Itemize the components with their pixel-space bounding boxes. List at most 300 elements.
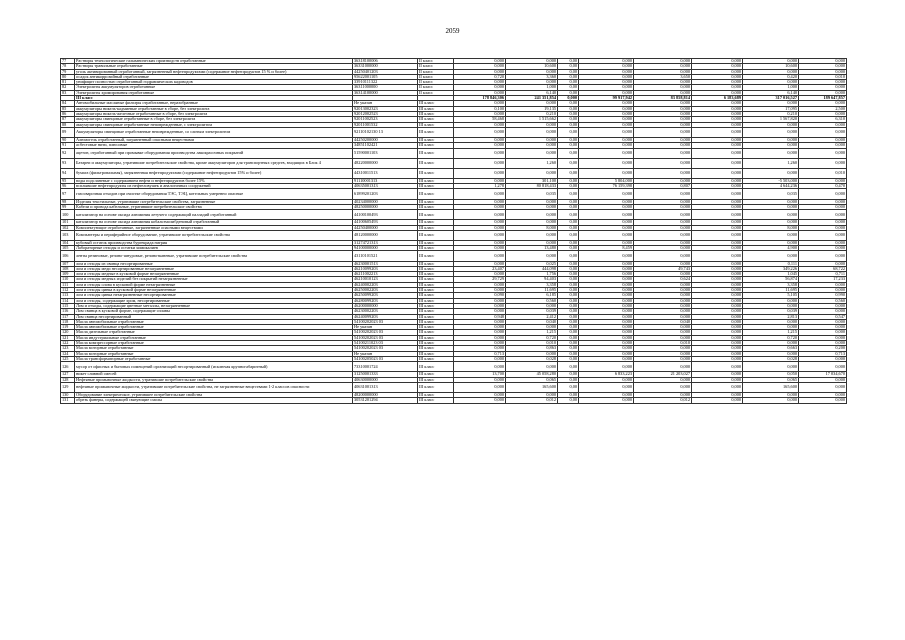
value-cell-7: 2,813 <box>743 314 799 319</box>
row-number: 121 <box>61 335 75 340</box>
row-number: 117 <box>61 314 75 319</box>
value-cell-4: 0,000 <box>579 143 634 148</box>
row-number: 129 <box>61 382 75 392</box>
value-cell-4: 0,000 <box>579 117 634 122</box>
value-cell-3: 0,00 <box>558 74 579 79</box>
table-row <box>61 210 847 220</box>
waste-name: аккумуляторы свинцовые отработанные в сборе, без электролита <box>75 117 353 122</box>
value-cell-8: 0,000 <box>799 377 847 382</box>
hazard-class: II класс <box>418 90 454 95</box>
value-cell-1: 0,000 <box>454 362 506 372</box>
value-cell-6: 0,000 <box>692 298 743 303</box>
value-cell-8: 0,000 <box>799 148 847 158</box>
value-cell-5: 21 203,027 <box>634 372 692 377</box>
value-cell-8: 0,000 <box>799 246 847 251</box>
waste-name: Масла индустриальные отработанные <box>75 335 353 340</box>
value-cell-6: 0,000 <box>692 85 743 90</box>
value-cell-2: 0,210 <box>506 111 558 116</box>
value-cell-2: 0,000 <box>506 204 558 209</box>
value-cell-6: 0,000 <box>692 143 743 148</box>
table-row <box>61 382 847 392</box>
waste-code: 44310011513 <box>353 168 418 178</box>
hazard-class: III класс <box>418 293 454 298</box>
value-cell-4: 0,000 <box>579 122 634 127</box>
value-cell-1: 0,000 <box>454 85 506 90</box>
value-cell-1: 0,000 <box>454 251 506 261</box>
value-cell-3: 0,00 <box>558 277 579 282</box>
value-cell-7: 0,000 <box>743 59 799 64</box>
value-cell-5: 0,624 <box>634 277 692 282</box>
row-number: 105 <box>61 246 75 251</box>
value-cell-3: 0,00 <box>558 372 579 377</box>
waste-name: Масла компрессорные отработанные <box>75 341 353 346</box>
value-cell-6: 0,000 <box>692 293 743 298</box>
hazard-class: III класс <box>418 143 454 148</box>
waste-code: 73310001724 <box>353 362 418 372</box>
waste-code: 91110001313 <box>353 178 418 183</box>
value-cell-6: 0,000 <box>692 90 743 95</box>
value-cell-5: 0,000 <box>634 225 692 230</box>
hazard-class: III класс <box>418 106 454 111</box>
value-cell-7: 0,000 <box>743 101 799 106</box>
value-cell-4: 0,000 <box>579 319 634 324</box>
value-cell-4: 0,000 <box>579 266 634 271</box>
value-cell-4: 0,000 <box>579 351 634 356</box>
value-cell-7: 1,000 <box>743 85 799 90</box>
value-cell-5: 0,012 <box>634 398 692 403</box>
hazard-class: III класс <box>418 393 454 398</box>
waste-name: Масла автомобильные отработанные <box>75 319 353 324</box>
row-number: 99 <box>61 204 75 209</box>
value-cell-2: 0,025 <box>506 261 558 266</box>
waste-name: Компьютеры и периферийное оборудование, утратившие потребительские свойства <box>75 230 353 240</box>
waste-code: 46200000000 <box>353 303 418 308</box>
value-cell-7: 0,000 <box>743 251 799 261</box>
value-cell-8: 0,000 <box>799 230 847 240</box>
value-cell-1: 0,000 <box>454 330 506 335</box>
row-number: 107 <box>61 261 75 266</box>
hazard-class: III класс <box>418 282 454 287</box>
value-cell-5: 0,000 <box>634 240 692 245</box>
value-cell-2: 0,000 <box>506 101 558 106</box>
value-cell-6: 0,000 <box>692 277 743 282</box>
value-cell-3: 0,00 <box>558 272 579 277</box>
waste-code: 34851102421 <box>353 143 418 148</box>
value-cell-5: 0,000 <box>634 189 692 199</box>
waste-name: Батареи и аккумуляторы, утратившие потребительские свойства, кроме аккумуляторов для транспортных средств, входящих в Блок 4 <box>75 158 353 168</box>
waste-code: 46210099203 <box>353 266 418 271</box>
value-cell-7: 0,039 <box>743 309 799 314</box>
value-cell-2: 1,000 <box>506 85 558 90</box>
hazard-class: III класс <box>418 330 454 335</box>
hazard-class: III класс <box>418 272 454 277</box>
value-cell-8: 0,000 <box>799 80 847 85</box>
value-cell-4: 0,000 <box>579 282 634 287</box>
hazard-class: III класс <box>418 122 454 127</box>
value-cell-1: 0,713 <box>454 351 506 356</box>
value-cell-7: 17,095 <box>743 106 799 111</box>
waste-code: 36314100000 <box>353 90 418 95</box>
value-cell-8: 0,000 <box>799 335 847 340</box>
value-cell-3: 0,00 <box>558 101 579 106</box>
value-cell-6: 0,000 <box>692 251 743 261</box>
waste-code: 40630000000 <box>353 377 418 382</box>
hazard-class: III класс <box>418 230 454 240</box>
waste-name: Масла автомобильные отработанные <box>75 325 353 330</box>
hazard-class: III класс <box>418 101 454 106</box>
value-cell-3: 0,00 <box>558 204 579 209</box>
row-number: 124 <box>61 351 75 356</box>
value-cell-2: 0,000 <box>506 362 558 372</box>
value-cell-7: 1 567,820 <box>743 117 799 122</box>
value-cell-7: 0,000 <box>743 127 799 137</box>
value-cell-2: 0,065 <box>506 377 558 382</box>
value-cell-2: 0,039 <box>506 309 558 314</box>
value-cell-3: 0,00 <box>558 319 579 324</box>
value-cell-1: 0,000 <box>454 335 506 340</box>
value-cell-4: 0,000 <box>579 325 634 330</box>
value-cell-6: 0,000 <box>692 69 743 74</box>
value-cell-5: 0,000 <box>634 293 692 298</box>
value-cell-8: 0,000 <box>799 69 847 74</box>
value-cell-2: 3,358 <box>506 282 558 287</box>
value-cell-3: 0,00 <box>558 246 579 251</box>
value-cell-1: 0,000 <box>454 168 506 178</box>
value-cell-3: 0,00 <box>558 220 579 225</box>
waste-code: 40234000000 <box>353 199 418 204</box>
value-cell-6: 0,000 <box>692 261 743 266</box>
value-cell-4: 0,000 <box>579 74 634 79</box>
row-number: 80 <box>61 74 75 79</box>
value-cell-5: 0,040 <box>634 319 692 324</box>
value-cell-2: 444,098 <box>506 266 558 271</box>
value-cell-5: 0,000 <box>634 210 692 220</box>
value-cell-7: 0,065 <box>743 377 799 382</box>
value-cell-8: 0,000 <box>799 341 847 346</box>
value-cell-8: 0,000 <box>799 240 847 245</box>
value-cell-7: 165,600 <box>743 382 799 392</box>
value-cell-3: 0,00 <box>558 293 579 298</box>
hazard-class: III класс <box>418 382 454 392</box>
hazard-class: III класс <box>418 178 454 183</box>
value-cell-6: 0,000 <box>692 122 743 127</box>
value-cell-5: 0,000 <box>634 346 692 351</box>
value-cell-2: 1,215 <box>506 330 558 335</box>
row-number: 91 <box>61 143 75 148</box>
waste-code: Не указан <box>353 325 418 330</box>
table-row <box>61 158 847 168</box>
value-cell-8: 0,000 <box>799 204 847 209</box>
table-row <box>61 127 847 137</box>
row-number: 122 <box>61 341 75 346</box>
value-cell-2: 0,000 <box>506 168 558 178</box>
value-cell-2: 241 351,854 <box>506 96 558 101</box>
waste-code: 44250200000 <box>353 137 418 142</box>
waste-code: 46240002203 <box>353 282 418 287</box>
value-cell-7: 4,900 <box>743 246 799 251</box>
value-cell-8: 0,000 <box>799 189 847 199</box>
value-cell-1: 0,000 <box>454 325 506 330</box>
waste-table-sheet <box>60 58 846 404</box>
value-cell-5: 0,000 <box>634 122 692 127</box>
waste-code: 54100202023 03 <box>353 319 418 324</box>
value-cell-6: 0,000 <box>692 127 743 137</box>
waste-code: 36331000000 <box>353 64 418 69</box>
row-number: 81 <box>61 80 75 85</box>
value-cell-1: 0,000 <box>454 122 506 127</box>
value-cell-1: 0,000 <box>454 64 506 69</box>
value-cell-6: 0,000 <box>692 288 743 293</box>
hazard-class: III класс <box>418 210 454 220</box>
waste-name: Масла трансформаторные отработанные <box>75 356 353 361</box>
value-cell-2: 0,028 <box>506 356 558 361</box>
value-cell-6: 0,000 <box>692 117 743 122</box>
hazard-class: III класс <box>418 184 454 189</box>
value-cell-6: 0,000 <box>692 240 743 245</box>
value-cell-1: 0,000 <box>454 148 506 158</box>
hazard-class: II класс <box>418 80 454 85</box>
row-number: 78 <box>61 64 75 69</box>
value-cell-5: 0,000 <box>634 230 692 240</box>
value-cell-3: 0,00 <box>558 230 579 240</box>
value-cell-2: 0,000 <box>506 127 558 137</box>
waste-code: 92011001532 <box>353 122 418 127</box>
value-cell-7: 0,720 <box>743 335 799 340</box>
value-cell-3: 0,000 <box>558 96 579 101</box>
value-cell-4: 0,000 <box>579 382 634 392</box>
waste-code: 31250001333 <box>353 372 418 377</box>
row-number: 108 <box>61 266 75 271</box>
value-cell-2: 8,000 <box>506 225 558 230</box>
value-cell-8: 0,000 <box>799 356 847 361</box>
value-cell-2: 0,040 <box>506 319 558 324</box>
waste-name: лом и отходы, содержащие хром, несортированные <box>75 298 353 303</box>
hazard-class: II класс <box>418 64 454 69</box>
value-cell-6: 0,000 <box>692 59 743 64</box>
value-cell-3: 0,00 <box>558 251 579 261</box>
waste-name: лом и отходы медные в кусковой форме незагрязненные <box>75 272 353 277</box>
value-cell-5: 0,010 <box>634 341 692 346</box>
value-cell-6: 0,000 <box>692 335 743 340</box>
value-cell-7: 0,000 <box>743 298 799 303</box>
value-cell-7: 11,695 <box>743 288 799 293</box>
value-cell-1: 0,000 <box>454 59 506 64</box>
value-cell-3: 0,00 <box>558 189 579 199</box>
hazard-class: III класс <box>418 288 454 293</box>
value-cell-8: 6,310 <box>799 117 847 122</box>
hazard-class: III класс <box>418 346 454 351</box>
value-cell-4: 0,000 <box>579 240 634 245</box>
row-number: 118 <box>61 319 75 324</box>
value-cell-4: 0,000 <box>579 346 634 351</box>
value-cell-6: 0,000 <box>692 246 743 251</box>
waste-name: ленты резиновые, резино-шнуровые, резинотканевые, утратившие потребительские свойства <box>75 251 353 261</box>
row-number: 89 <box>61 127 75 137</box>
value-cell-6: 0,000 <box>692 111 743 116</box>
value-cell-6: 0,000 <box>692 204 743 209</box>
value-cell-1: 0,720 <box>454 74 506 79</box>
waste-name: осадок антикоррозийный отработанные <box>75 74 353 79</box>
waste-name: III класс <box>75 96 353 101</box>
value-cell-2: 0,000 <box>506 59 558 64</box>
value-cell-7: 0,000 <box>743 210 799 220</box>
hazard-class: III класс <box>418 127 454 137</box>
value-cell-2: 80 818,433 <box>506 184 558 189</box>
value-cell-4: 0,000 <box>579 277 634 282</box>
row-number: 87 <box>61 117 75 122</box>
value-cell-8: 0,000 <box>799 288 847 293</box>
value-cell-5: 0,000 <box>634 101 692 106</box>
waste-code: 46250002203 <box>353 288 418 293</box>
waste-name: асбестовые нити, плюсовые <box>75 143 353 148</box>
value-cell-5: 0,000 <box>634 298 692 303</box>
waste-name: Нефтяные промывочные жидкости, утратившие потребительские свойства <box>75 377 353 382</box>
waste-code: 43110101521 <box>353 251 418 261</box>
value-cell-4: 0,000 <box>579 90 634 95</box>
value-cell-7: 0,000 <box>743 303 799 308</box>
value-cell-1: 23,407 <box>454 266 506 271</box>
row-number: 110 <box>61 277 75 282</box>
value-cell-3: 0,00 <box>558 90 579 95</box>
waste-code: 48220000000 <box>353 158 418 168</box>
value-cell-2: 0,000 <box>506 325 558 330</box>
value-cell-2: 94,403 <box>506 277 558 282</box>
value-cell-6: 0,000 <box>692 372 743 377</box>
hazard-class: III класс <box>418 251 454 261</box>
value-cell-2: 0,000 <box>506 303 558 308</box>
value-cell-2: 11,695 <box>506 288 558 293</box>
value-cell-3: 0,00 <box>558 266 579 271</box>
value-cell-5: 0,000 <box>634 377 692 382</box>
value-cell-2: 0,000 <box>506 143 558 148</box>
value-cell-2: 45 058,280 <box>506 372 558 377</box>
value-cell-8: 0,000 <box>799 59 847 64</box>
value-cell-7: 1,260 <box>743 158 799 168</box>
waste-code: 92013002323 <box>353 106 418 111</box>
waste-name: нефтяные промывочные жидкости, утратившие потребительские свойства, не загрязненные веществами 1-2 классов опасности <box>75 382 353 392</box>
waste-name: мусор от офисных и бытовых помещений организаций несортированный (исключая крупногабаритный) <box>75 362 353 372</box>
value-cell-6: 0,000 <box>692 282 743 287</box>
value-cell-4: 5 804,000 <box>579 178 634 183</box>
value-cell-3: 0,00 <box>558 143 579 148</box>
value-cell-7: 8,000 <box>743 225 799 230</box>
row-number: 94 <box>61 168 75 178</box>
waste-name: Лабораторные отходы и остатки химикалиев <box>75 246 353 251</box>
hazard-class: II класс <box>418 85 454 90</box>
waste-code: 44100605493 <box>353 220 418 225</box>
waste-code: 36311000000 <box>353 85 418 90</box>
row-number: 128 <box>61 377 75 382</box>
value-cell-4: 0,000 <box>579 220 634 225</box>
value-cell-6: 0,000 <box>692 210 743 220</box>
table-body <box>61 59 847 404</box>
hazard-class: III класс <box>418 314 454 319</box>
value-cell-7: 0,000 <box>743 122 799 127</box>
waste-name: Масла моторные отработанные <box>75 346 353 351</box>
waste-code: 46211002213 <box>353 272 418 277</box>
value-cell-3: 0,00 <box>558 137 579 142</box>
value-cell-7: 0,000 <box>743 319 799 324</box>
value-cell-5: 0,000 <box>634 106 692 111</box>
value-cell-7: -5 503,000 <box>743 178 799 183</box>
value-cell-5: 0,000 <box>634 220 692 225</box>
value-cell-2: 2,412 <box>506 314 558 319</box>
waste-name: лом и отходы цинка в кусковой форме незагрязненные <box>75 288 353 293</box>
waste-name: Лом свинца в кусковой форме, содержащие сплавы <box>75 309 353 314</box>
waste-name: кубовый остаток производства бургекрада натрия <box>75 240 353 245</box>
value-cell-6: 0,000 <box>692 362 743 372</box>
value-cell-6: 0,000 <box>692 225 743 230</box>
row-number: 84 <box>61 101 75 106</box>
hazard-class: III класс <box>418 204 454 209</box>
value-cell-6: 0,000 <box>692 382 743 392</box>
table-row <box>61 189 847 199</box>
value-cell-5: 0,000 <box>634 382 692 392</box>
row-number: 95 <box>61 178 75 183</box>
value-cell-3: 0,00 <box>558 178 579 183</box>
value-cell-5: 49,743 <box>634 266 692 271</box>
waste-name: никет сливной смесей <box>75 372 353 377</box>
value-cell-4: 0,000 <box>579 80 634 85</box>
value-cell-4: 0,000 <box>579 335 634 340</box>
table-row <box>61 251 847 261</box>
value-cell-6: 0,000 <box>692 393 743 398</box>
value-cell-8: 0,000 <box>799 90 847 95</box>
row-number: 92 <box>61 148 75 158</box>
value-cell-4: 0,000 <box>579 251 634 261</box>
value-cell-1: 0,000 <box>454 204 506 209</box>
row-number: 86 <box>61 111 75 116</box>
value-cell-1: 0,000 <box>454 158 506 168</box>
row-number: 77 <box>61 59 75 64</box>
row-number: 131 <box>61 398 75 403</box>
value-cell-8: 0,000 <box>799 101 847 106</box>
value-cell-2: 3,360 <box>506 74 558 79</box>
hazard-class: II класс <box>418 69 454 74</box>
value-cell-5: 0,000 <box>634 356 692 361</box>
value-cell-6: 0,000 <box>692 398 743 403</box>
waste-name: лом и отходы из свинца несортированные <box>75 261 353 266</box>
value-cell-5: 0,000 <box>634 309 692 314</box>
value-cell-5: 0,000 <box>634 69 692 74</box>
value-cell-2: 6,140 <box>506 90 558 95</box>
waste-code: 51590001103 <box>353 148 418 158</box>
value-cell-3: 0,00 <box>558 69 579 74</box>
waste-code: 46230002203 <box>353 309 418 314</box>
table-row <box>61 398 847 403</box>
value-cell-2: 10,600 <box>506 64 558 69</box>
value-cell-2: 0,000 <box>506 137 558 142</box>
value-cell-5: 0,000 <box>634 111 692 116</box>
value-cell-3: 0,00 <box>558 330 579 335</box>
waste-name: всплывшие нефтепродукты из нефтеловушек и аналогичных сооружений <box>75 184 353 189</box>
value-cell-2: 1,260 <box>506 158 558 168</box>
value-cell-5: 0,000 <box>634 85 692 90</box>
waste-code: 31274721313 <box>353 240 418 245</box>
hazard-class: III класс <box>418 199 454 204</box>
waste-code: 54100202023 03 <box>353 346 418 351</box>
value-cell-7: 0,028 <box>743 356 799 361</box>
value-cell-2: 0,863 <box>506 346 558 351</box>
value-cell-7: 0,000 <box>743 204 799 209</box>
value-cell-3: 0,00 <box>558 346 579 351</box>
value-cell-2: 0,000 <box>506 69 558 74</box>
value-cell-7: 0,000 <box>743 393 799 398</box>
value-cell-2: 1 515,662 <box>506 117 558 122</box>
value-cell-1: 0,000 <box>454 230 506 240</box>
value-cell-3: 0,00 <box>558 199 579 204</box>
value-cell-8: 0,000 <box>799 282 847 287</box>
